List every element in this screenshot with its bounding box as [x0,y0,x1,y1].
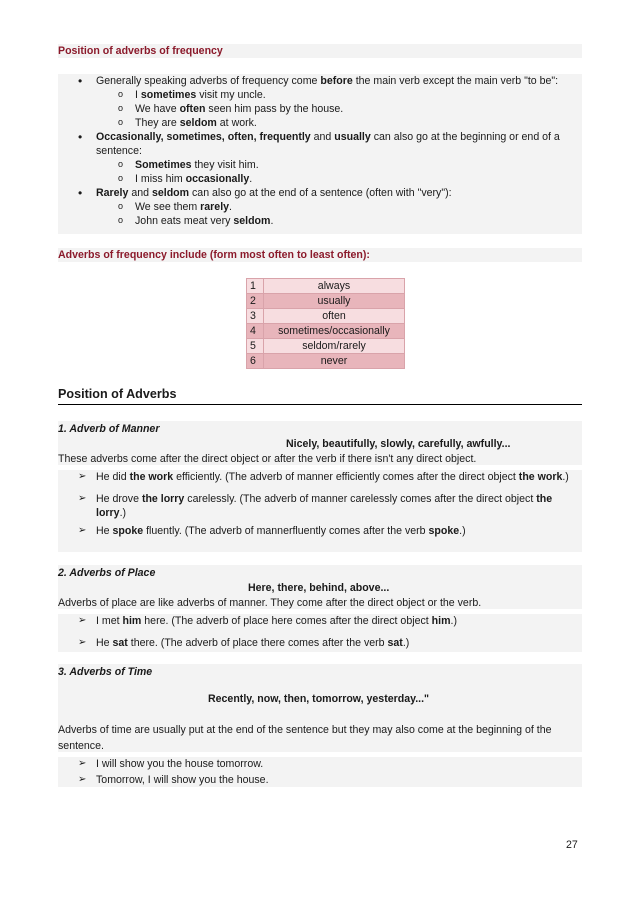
time-description: Adverbs of time are usually put at the end of the sentence but they may also come at the beginning of the sentence. [58,724,552,752]
title-divider [58,404,582,405]
list-item: ➢ He did the work efficiently. (The adverb of manner efficiently comes after the direct object the work.) [58,470,582,484]
list-item: ➢ He spoke fluently. (The adverb of mannerfluently comes after the verb spoke.) [58,524,582,538]
table-row: 3 often [247,309,405,324]
list-item: ➢ I will show you the house tomorrow. [58,757,582,771]
example-line: o We see them rarely. [58,200,582,214]
section-title-frequency [58,44,582,58]
rule-end-of-sentence: • Rarely and seldom can also go at the end of a sentence (often with "very"): [58,186,582,200]
time-examples: Recently, now, then, tomorrow, yesterday..." [208,693,430,705]
example-line: o Sometimes they visit him. [58,158,582,172]
manner-description: These adverbs come after the direct object or after the verb if there isn't any direct object. [58,453,477,465]
manner-examples: Nicely, beautifully, slowly, carefully, awfully... [286,438,511,450]
time-examples-list [58,757,582,787]
frequency-table [246,278,405,369]
example-line: o John eats meat very seldom. [58,214,582,228]
example-line: o I miss him occasionally. [58,172,582,186]
example-line: o They are seldom at work. [58,116,582,130]
rule-before-verb: • Generally speaking adverbs of frequency come before the main verb except the main verb "to be": [58,74,582,88]
list-item: ➢ I met him here. (The adverb of place here comes after the direct object him.) [58,614,582,628]
frequency-rules [58,74,582,234]
table-row: 2 usually [247,294,405,309]
place-heading: 2. Adverbs of Place [58,567,156,579]
table-row: 4 sometimes/occasionally [247,324,405,339]
example-line: o We have often seen him pass by the house. [58,102,582,116]
page-number: 27 [566,839,578,851]
manner-heading: 1. Adverb of Manner [58,423,160,435]
position-title: Position of Adverbs [58,387,177,401]
example-line: o I sometimes visit my uncle. [58,88,582,102]
list-item: ➢ He sat there. (The adverb of place there comes after the verb sat.) [58,636,582,650]
rule-beginning-end: • Occasionally, sometimes, often, frequently and usually can also go at the beginning or end of a sentence: [58,130,582,158]
time-heading: 3. Adverbs of Time [58,666,153,678]
place-block [58,565,582,609]
table-row: 6 never [247,354,405,369]
place-examples: Here, there, behind, above... [248,582,390,594]
place-examples-list [58,614,582,652]
table-row: 5 seldom/rarely [247,339,405,354]
list-item: ➢ He drove the lorry carelessly. (The adverb of manner carelessly comes after the direct object the lorry.) [58,492,582,520]
frequency-list-title: Adverbs of frequency include (form most often to least often): [58,248,582,262]
manner-block [58,421,582,465]
time-block [58,664,582,752]
table-row: 1 always [247,279,405,294]
place-description: Adverbs of place are like adverbs of manner. They come after the direct object or the verb. [58,597,482,609]
frequency-title: Position of adverbs of frequency [58,45,223,57]
list-item: ➢ Tomorrow, I will show you the house. [58,773,582,787]
manner-examples-list [58,470,582,552]
